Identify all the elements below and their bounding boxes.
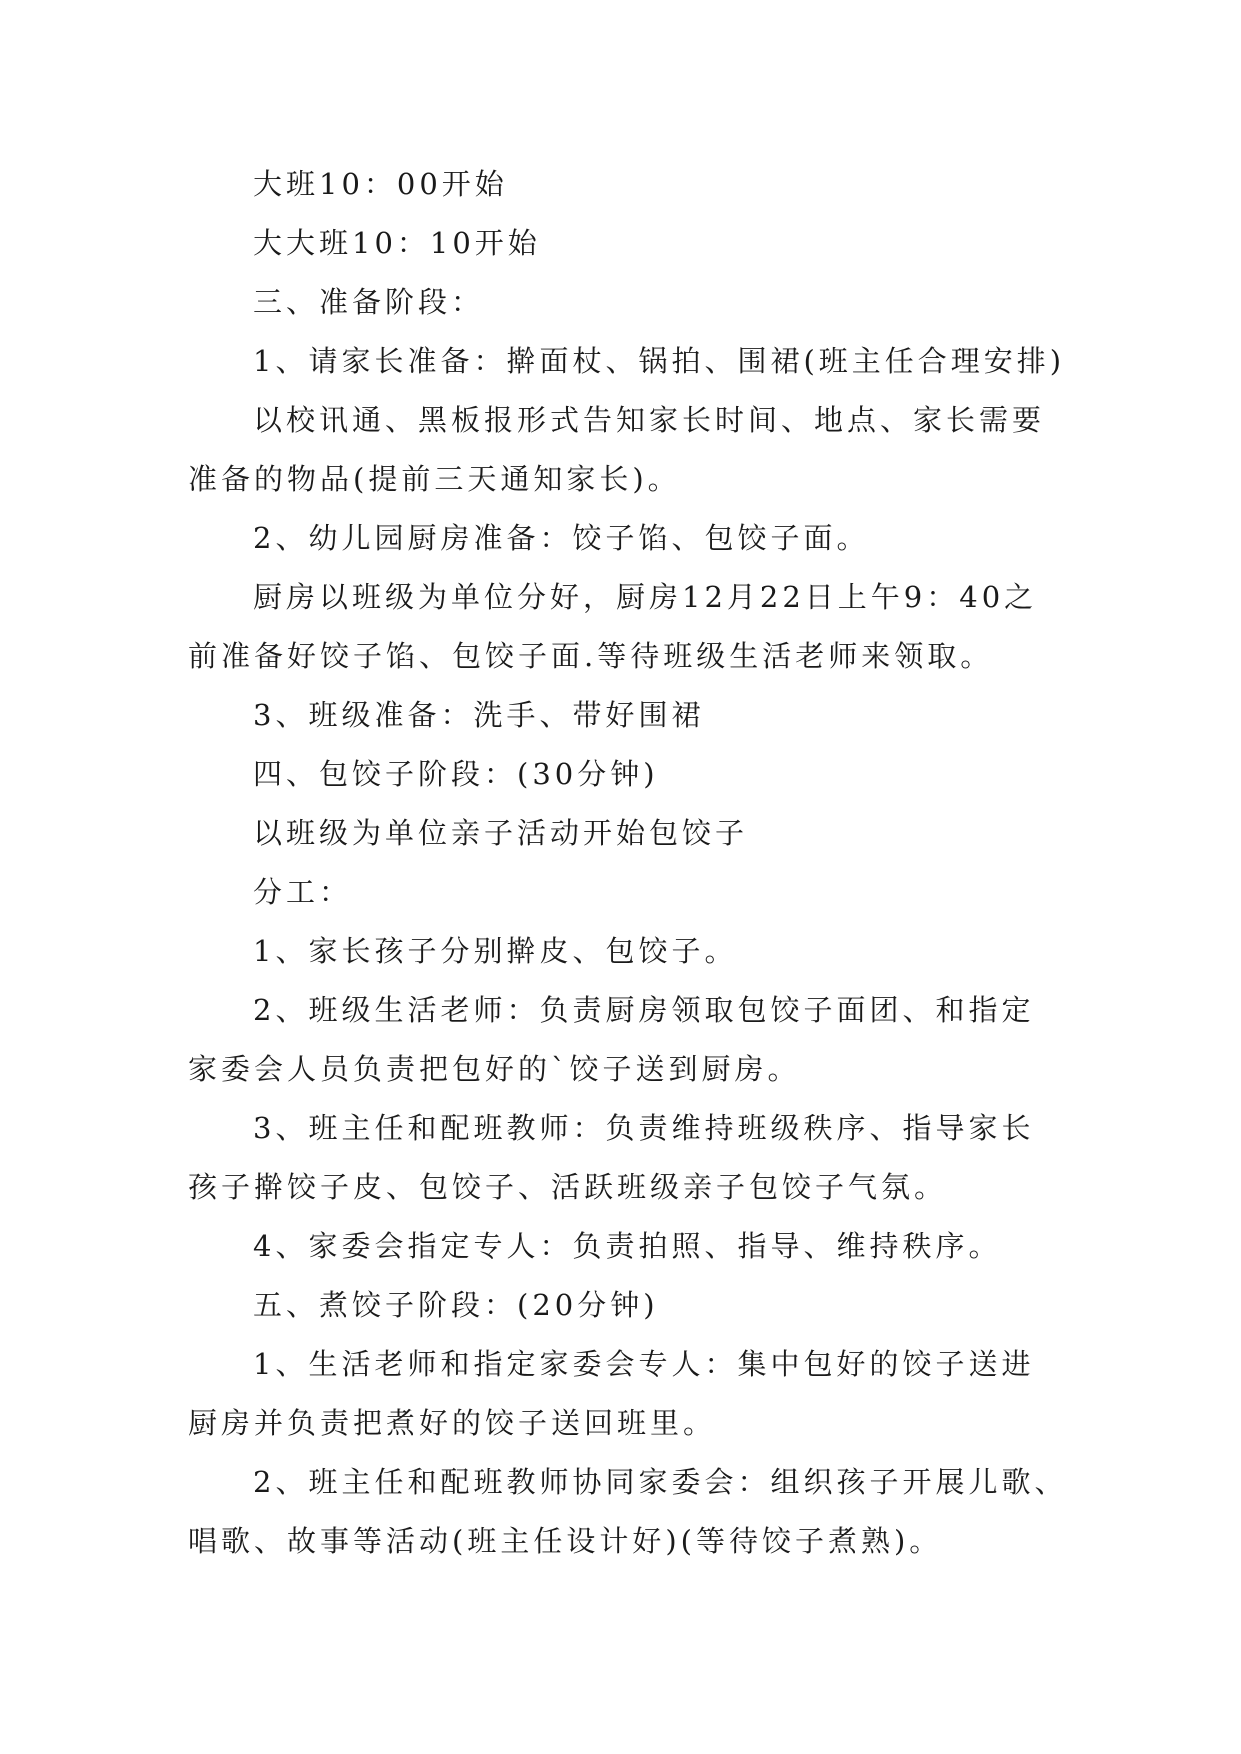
section-heading: 四、包饺子阶段：(30分钟) — [253, 757, 659, 791]
text-line: 孩子擀饺子皮、包饺子、活跃班级亲子包饺子气氛。 — [188, 1170, 948, 1204]
text-line: 2、班主任和配班教师协同家委会：组织孩子开展儿歌、 — [253, 1465, 1068, 1499]
text-line: 1、请家长准备：擀面杖、锅拍、围裙(班主任合理安排) — [253, 344, 1066, 378]
text-line: 厨房以班级为单位分好，厨房12月22日上午9：40之 — [253, 580, 1038, 614]
text-line: 4、家委会指定专人：负责拍照、指导、维持秩序。 — [253, 1229, 1002, 1263]
text-line: 前准备好饺子馅、包饺子面.等待班级生活老师来领取。 — [188, 639, 994, 673]
text-line: 唱歌、故事等活动(班主任设计好)(等待饺子煮熟)。 — [188, 1524, 943, 1558]
text-line: 家委会人员负责把包好的`饺子送到厨房。 — [188, 1052, 801, 1086]
text-line: 大班10：00开始 — [253, 167, 508, 201]
text-line: 2、幼儿园厨房准备：饺子馅、包饺子面。 — [253, 521, 870, 555]
text-line: 分工： — [253, 875, 353, 909]
text-line: 以班级为单位亲子活动开始包饺子 — [253, 816, 749, 850]
text-line: 大大班10：10开始 — [253, 226, 541, 260]
text-line: 准备的物品(提前三天通知家长)。 — [188, 462, 681, 496]
text-line: 厨房并负责把煮好的饺子送回班里。 — [188, 1406, 717, 1440]
section-heading: 五、煮饺子阶段：(20分钟) — [253, 1288, 659, 1322]
section-heading: 三、准备阶段： — [253, 285, 485, 319]
text-line: 以校讯通、黑板报形式告知家长时间、地点、家长需要 — [253, 403, 1046, 437]
text-line: 3、班主任和配班教师：负责维持班级秩序、指导家长 — [253, 1111, 1035, 1145]
text-line: 1、生活老师和指定家委会专人：集中包好的饺子送进 — [253, 1347, 1035, 1381]
text-line: 2、班级生活老师：负责厨房领取包饺子面团、和指定 — [253, 993, 1035, 1027]
text-line: 3、班级准备：洗手、带好围裙 — [253, 698, 705, 732]
text-line: 1、家长孩子分别擀皮、包饺子。 — [253, 934, 738, 968]
